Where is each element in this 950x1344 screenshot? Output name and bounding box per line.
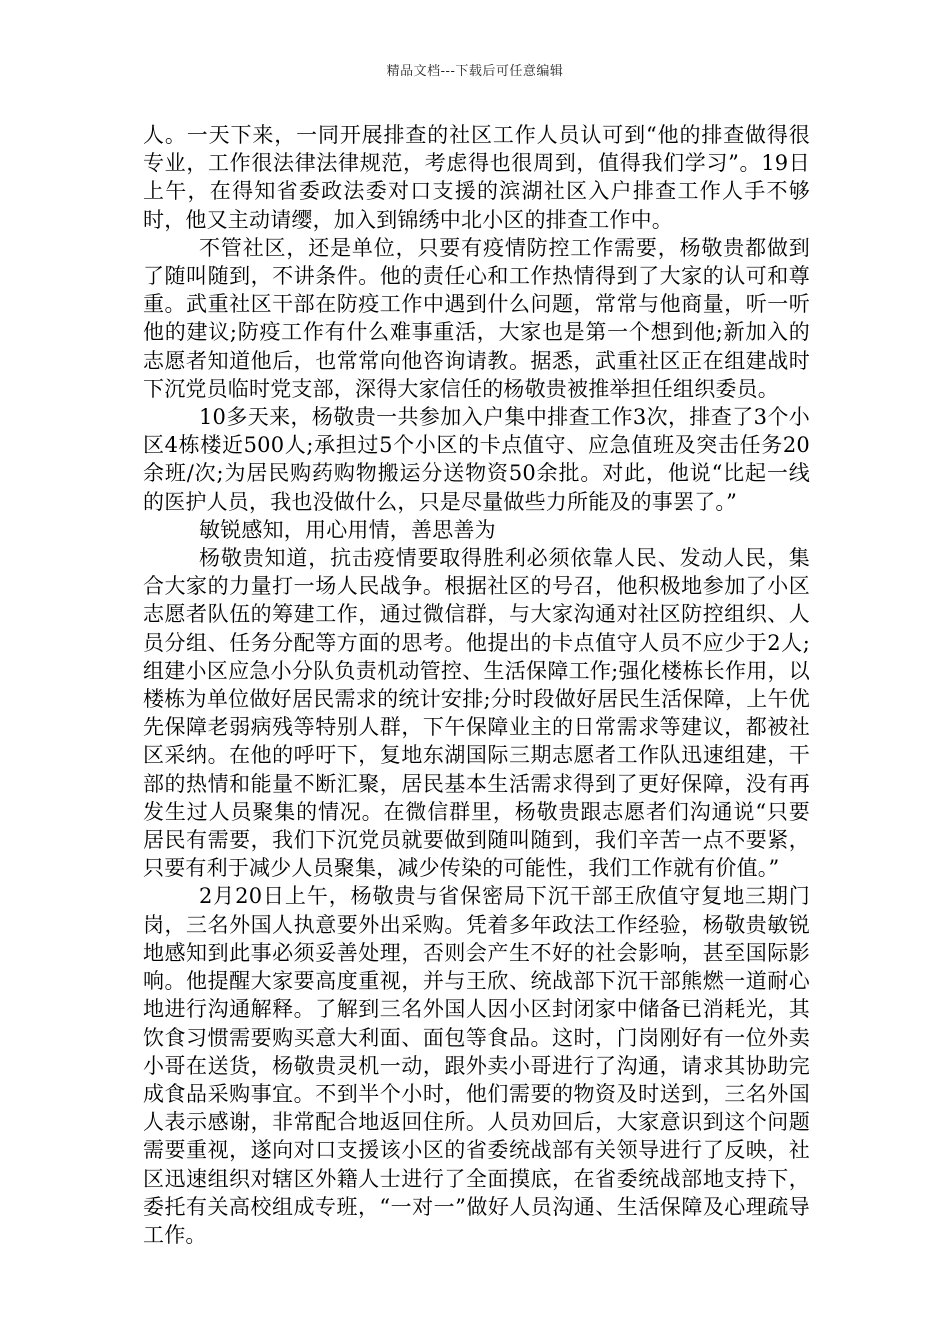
page-header: 精品文档---下载后可任意编辑	[386, 64, 564, 79]
paragraph-4: 杨敬贵知道，抗击疫情要取得胜利必须依靠人民、发动人民，集合大家的力量打一场人民战争。根据社区的号召，他积极地参加了小区志愿者队伍的筹建工作，通过微信群，与大家沟通对社区防控组织、人员分组、任务分配等方面的思考。他提出的卡点值守人员不应少于2人;组建小区应急小分队负责机动管控、生活保障工作;强化楼栋长作用，以楼栋为单位做好居民需求的统计安排;分时段做好居民生活保障，上午优先保障老弱病残等特别人群，下午保障业主的日常需求等建议，都被社区采纳。在他的呼吁下，复地东湖国际三期志愿者工作队迅速组建，干部的热情和能量不断汇聚，居民基本生活需求得到了更好保障，没有再发生过人员聚集的情况。在微信群里，杨敬贵跟志愿者们沟通说“只要居民有需要，我们下沉党员就要做到随叫随到，我们辛苦一点不要紧，只要有利于减少人员聚集，减少传染的可能性，我们工作就有价值。”	[143, 546, 810, 881]
paragraph-1: 人。一天下来，一同开展排查的社区工作人员认可到“他的排查做得很专业，工作很法律法律规范，考虑得也很周到，值得我们学习”。19日上午，在得知省委政法委对口支援的滨湖社区入户排查工作人手不够时，他又主动请缨，加入到锦绣中北小区的排查工作中。	[143, 123, 810, 232]
paragraph-5: 2月20日上午，杨敬贵与省保密局下沉干部王欣值守复地三期门岗，三名外国人执意要外出采购。凭着多年政法工作经验，杨敬贵敏锐地感知到此事必须妥善处理，否则会产生不好的社会影响，甚至国际影响。他提醒大家要高度重视，并与王欣、统战部下沉干部熊燃一道耐心地进行沟通解释。了解到三名外国人因小区封闭家中储备已消耗光，其饮食习惯需要购买意大利面、面包等食品。这时，门岗刚好有一位外卖小哥在送货，杨敬贵灵机一动，跟外卖小哥进行了沟通，请求其协助完成食品采购事宜。不到半个小时，他们需要的物资及时送到，三名外国人表示感谢，非常配合地返回住所。人员劝回后，大家意识到这个问题需要重视，遂向对口支援该小区的省委统战部有关领导进行了反映，社区迅速组织对辖区外籍人士进行了全面摸底，在省委统战部地支持下，委托有关高校组成专班，“一对一”做好人员沟通、生活保障及心理疏导工作。	[143, 884, 810, 1247]
section-heading: 敏锐感知，用心用情，善思善为	[199, 517, 496, 542]
paragraph-2: 不管社区，还是单位，只要有疫情防控工作需要，杨敬贵都做到了随叫随到，不讲条件。他的责任心和工作热情得到了大家的认可和尊重。武重社区干部在防疫工作中遇到什么问题，常常与他商量，听一听他的建议;防疫工作有什么难事重活，大家也是第一个想到他;新加入的志愿者知道他后，也常常向他咨询请教。据悉，武重社区正在组建战时下沉党员临时党支部，深得大家信任的杨敬贵被推举担任组织委员。	[143, 235, 810, 401]
document-body	[143, 121, 810, 1249]
paragraph-3: 10多天来，杨敬贵一共参加入户集中排查工作3次，排查了3个小区4栋楼近500人;承担过5个小区的卡点值守、应急值班及突击任务20余班/次;为居民购药购物搬运分送物资50余批。对此，他说“比起一线的医护人员，我也没做什么，只是尽量做些力所能及的事罢了。”	[143, 405, 810, 514]
